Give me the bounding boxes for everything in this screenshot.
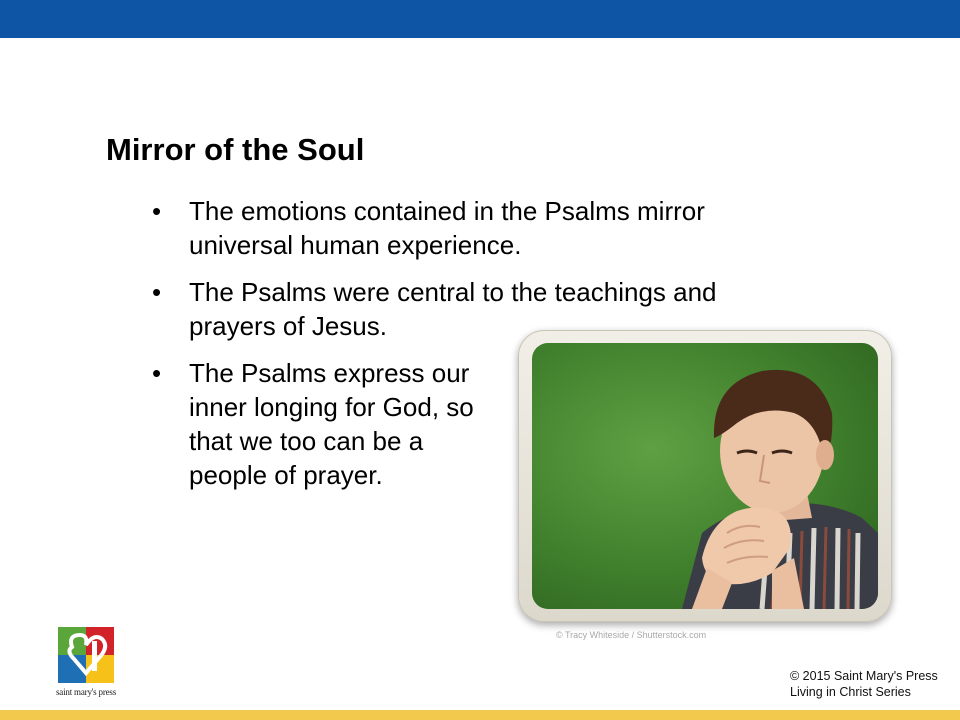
bullet-text: The Psalms express our inner longing for God, so that we too can be a people of prayer.: [189, 358, 474, 490]
bottom-banner: [0, 710, 960, 720]
saint-marys-press-logo: [56, 627, 118, 703]
top-banner: [0, 0, 960, 38]
series-line: Living in Christ Series: [790, 685, 911, 699]
bullet-dot-icon: •: [152, 277, 162, 307]
photo-frame: [518, 330, 892, 622]
logo-mark-icon: [58, 627, 114, 683]
footer-copyright: [790, 668, 938, 700]
bullet-item: [152, 194, 792, 262]
logo-wordmark: saint mary's press: [56, 687, 117, 697]
praying-man-photo: [532, 343, 878, 609]
praying-man-illustration: [532, 343, 878, 609]
bullet-dot-icon: •: [152, 196, 162, 226]
bullet-text: The emotions contained in the Psalms mirror universal human experience.: [189, 196, 705, 260]
photo-credit: © Tracy Whiteside / Shutterstock.com: [556, 630, 707, 640]
bullet-item: [152, 356, 484, 492]
bullet-text: The Psalms were central to the teachings and prayers of Jesus.: [189, 277, 717, 341]
slide-title: Mirror of the Soul: [106, 132, 365, 167]
copyright-line: © 2015 Saint Mary's Press: [790, 669, 938, 683]
bullet-dot-icon: •: [152, 358, 162, 388]
